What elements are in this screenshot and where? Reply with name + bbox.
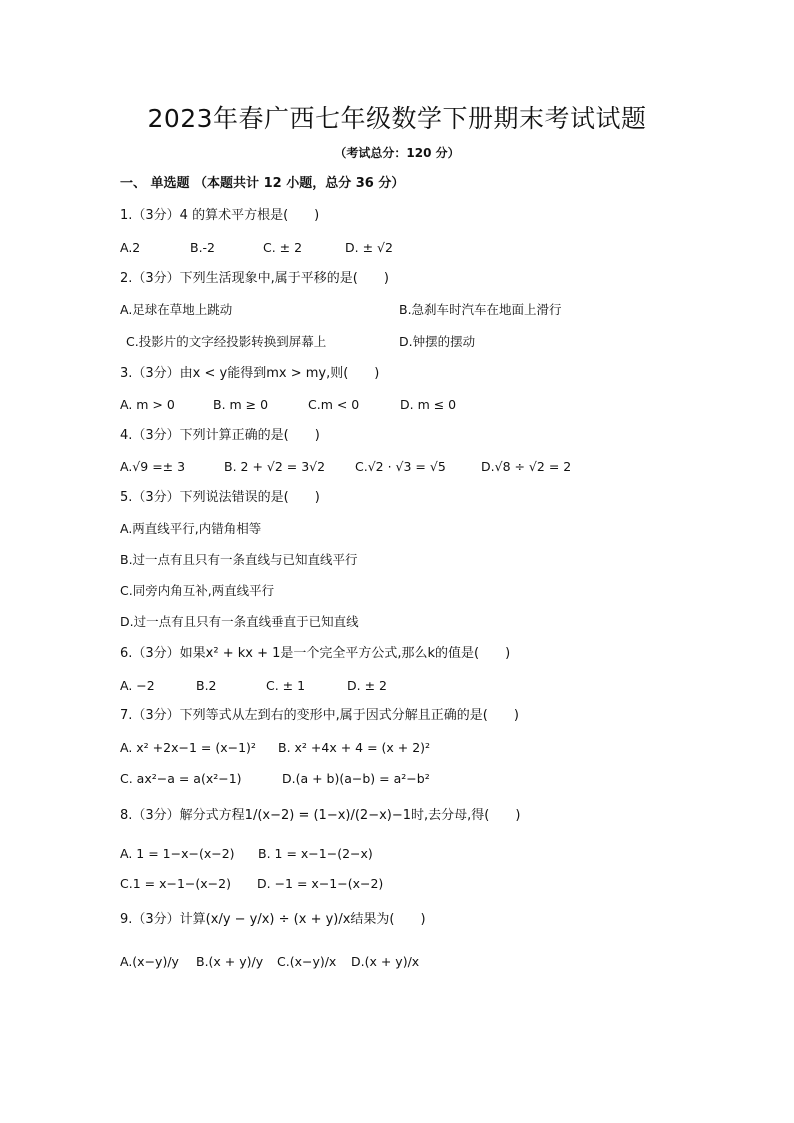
- q4-option-d: D.√8 ÷ √2 = 2: [481, 459, 572, 474]
- q1-option-c: C. ± 2: [263, 240, 303, 255]
- exam-subtitle: （考试总分：120 分）: [334, 146, 460, 160]
- q1-option-b: B.-2: [190, 240, 216, 255]
- q3-option-a: A. m > 0: [120, 397, 175, 412]
- q9-option-d: D.(x + y)/x: [351, 954, 420, 969]
- q8-option-a: A. 1 = 1−x−(x−2): [120, 846, 235, 861]
- q9-option-a: A.(x−y)/y: [120, 954, 179, 969]
- section-heading: 一、 单选题 （本题共计 12 小题，总分 36 分）: [120, 176, 405, 191]
- q5-option-d: D.过一点有且只有一条直线垂直于已知直线: [120, 614, 359, 629]
- question-9-stem: 9.（3分）计算(x/y − y/x) ÷ (x + y)/x结果为( ): [120, 912, 426, 927]
- question-4-stem: 4.（3分）下列计算正确的是( ): [120, 428, 320, 443]
- q2-option-b: B.急刹车时汽车在地面上滑行: [399, 302, 562, 317]
- question-7-stem: 7.（3分）下列等式从左到右的变形中,属于因式分解且正确的是( ): [120, 708, 519, 723]
- q4-option-b: B. 2 + √2 = 3√2: [224, 459, 326, 474]
- q8-option-d: D. −1 = x−1−(x−2): [257, 876, 384, 891]
- q7-option-c: C. ax²−a = a(x²−1): [120, 771, 242, 786]
- q7-option-a: A. x² +2x−1 = (x−1)²: [120, 740, 256, 755]
- q2-option-a: A.足球在草地上跳动: [120, 302, 233, 317]
- q4-option-a: A.√9 =± 3: [120, 459, 186, 474]
- q2-option-d: D.钟摆的摆动: [399, 334, 476, 349]
- q6-option-d: D. ± 2: [347, 678, 387, 693]
- question-6-stem: 6.（3分）如果x² + kx + 1是一个完全平方公式,那么k的值是( ): [120, 646, 511, 661]
- question-1-stem: 1.（3分）4 的算术平方根是( ): [120, 208, 320, 223]
- q7-option-b: B. x² +4x + 4 = (x + 2)²: [278, 740, 431, 755]
- question-8-stem: 8.（3分）解分式方程1/(x−2) = (1−x)/(2−x)−1时,去分母,得( ): [120, 808, 521, 823]
- question-3-stem: 3.（3分）由x < y能得到mx > my,则( ): [120, 366, 380, 381]
- q9-option-c: C.(x−y)/x: [277, 954, 337, 969]
- question-2-stem: 2.（3分）下列生活现象中,属于平移的是( ): [120, 271, 389, 286]
- q3-option-c: C.m < 0: [308, 397, 360, 412]
- q7-option-d: D.(a + b)(a−b) = a²−b²: [282, 771, 430, 786]
- q8-option-b: B. 1 = x−1−(2−x): [258, 846, 373, 861]
- q1-option-a: A.2: [120, 240, 141, 255]
- q8-option-c: C.1 = x−1−(x−2): [120, 876, 231, 891]
- q3-option-b: B. m ≥ 0: [213, 397, 269, 412]
- exam-title: 2023年春广西七年级数学下册期末考试试题: [147, 104, 647, 133]
- q1-option-d: D. ± √2: [345, 240, 393, 255]
- q3-option-d: D. m ≤ 0: [400, 397, 457, 412]
- q5-option-c: C.同旁内角互补,两直线平行: [120, 583, 275, 598]
- q6-option-b: B.2: [196, 678, 217, 693]
- q5-option-b: B.过一点有且只有一条直线与已知直线平行: [120, 552, 358, 567]
- q6-option-c: C. ± 1: [266, 678, 306, 693]
- q5-option-a: A.两直线平行,内错角相等: [120, 521, 262, 536]
- q6-option-a: A. −2: [120, 678, 155, 693]
- q9-option-b: B.(x + y)/y: [196, 954, 264, 969]
- q4-option-c: C.√2 · √3 = √5: [355, 459, 446, 474]
- q2-option-c: C.投影片的文字经投影转换到屏幕上: [126, 334, 327, 349]
- question-5-stem: 5.（3分）下列说法错误的是( ): [120, 490, 320, 505]
